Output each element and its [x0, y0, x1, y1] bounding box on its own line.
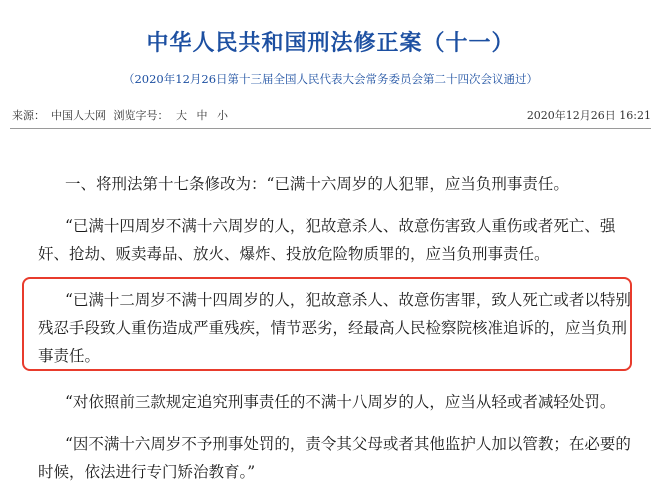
font-size-medium-button[interactable]: 中	[196, 109, 208, 122]
font-size-label: 浏览字号：	[113, 109, 169, 122]
source-label: 来源：	[12, 109, 45, 122]
publish-datetime: 2020年12月26日 16:21	[526, 109, 651, 122]
page-subtitle: （2020年12月26日第十三届全国人民代表大会常务委员会第二十四次会议通过）	[122, 72, 539, 86]
highlighted-paragraph: “已满十二周岁不满十四周岁的人，犯故意杀人、故意伤害罪，致人死亡或者以特别残忍手段致人重伤造成严重残疾，情节恶劣，经最高人民检察院核准追诉的，应当负刑事责任。	[38, 291, 631, 365]
header-divider	[10, 128, 651, 129]
article-paragraph: “对依照前三款规定追究刑事责任的不满十八周岁的人，应当从轻或者减轻处罚。	[65, 393, 616, 411]
article-paragraph: “已满十四周岁不满十六周岁的人，犯故意杀人、故意伤害致人重伤或者死亡、强奸、抢劫、贩卖毒品、放火、爆炸、投放危险物质罪的，应当负刑事责任。	[38, 217, 616, 263]
article-paragraph: “因不满十六周岁不予刑事处罚的，责令其父母或者其他监护人加以管教；在必要的时候，依法进行专门矫治教育。”	[38, 435, 631, 481]
meta-left	[12, 107, 234, 123]
font-size-large-button[interactable]: 大	[176, 109, 187, 122]
source-link[interactable]: 中国人大网	[51, 109, 106, 122]
page-title: 中华人民共和国刑法修正案（十一）	[146, 31, 515, 56]
article-paragraph: 一、将刑法第十七条修改为：“已满十六周岁的人犯罪，应当负刑事责任。	[65, 175, 569, 193]
font-size-small-button[interactable]: 小	[217, 109, 228, 122]
